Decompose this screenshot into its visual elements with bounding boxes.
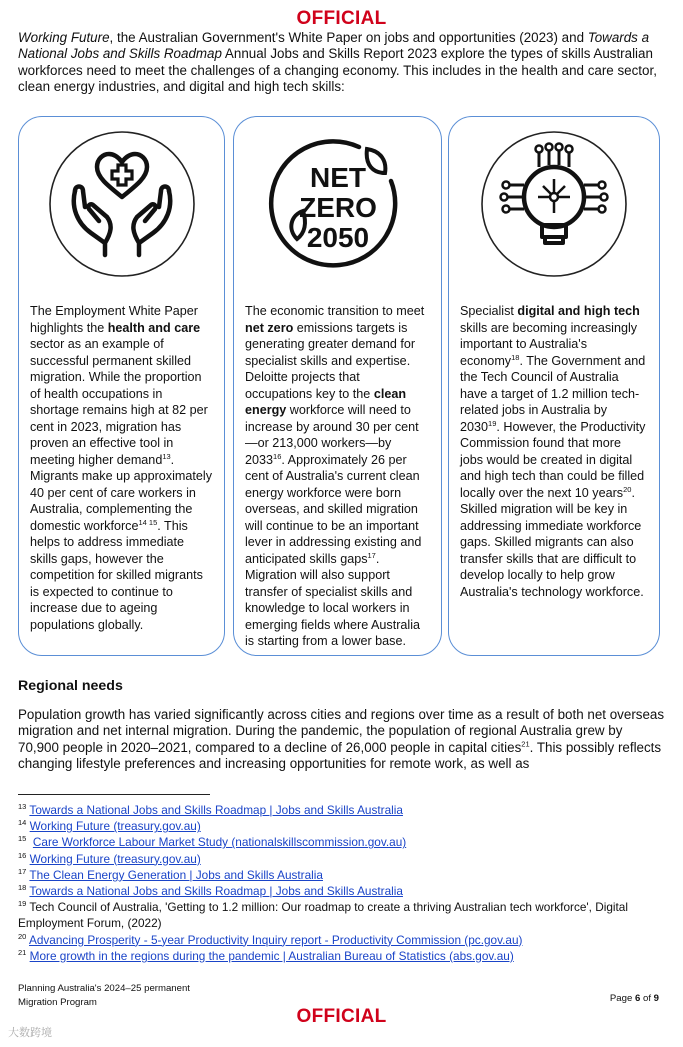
- card-net-zero: [233, 116, 442, 656]
- watermark-logo: 大数跨境: [8, 1027, 52, 1039]
- footnote-link[interactable]: Towards a National Jobs and Skills Roadmap | Jobs and Skills Australia: [29, 803, 403, 817]
- footnote-link[interactable]: Working Future (treasury.gov.au): [29, 819, 201, 834]
- net-label: NET: [309, 162, 366, 193]
- card-text-digital: Specialist digital and high tech skills are becoming increasingly important to Australia's economy$^{18}$. The Government and the Tech Council of Australia have a target of 1.2 million tech-related jobs in Australia by 2030$^{19}$. However, the Productivity Commission found that more jobs would be created in digital and high tech than could be filled locally over the next 10 years$^{20}$. Skilled migration will be key in addressing immediate workforce gaps. Skilled migrants can also transfer skills that are difficult to develop locally to help grow Australia's technology workforce.: [460, 304, 646, 599]
- footnote-19: $^{19}$ Tech Council of Australia, 'Getting to 1.2 million: Our roadmap to create a thriving Australian tech workforce', Digital Employment Forum, (2022): [18, 899, 628, 931]
- footnote-link[interactable]: Care Workforce Labour Market Study (nationalskillscommission.gov.au): [32, 835, 407, 850]
- card-text-health: The Employment White Paper highlights the health and care sector as an example of successful permanent skilled migration. While the proportion of health occupations in shortage remains high at 82 per cent in 2023, migration has proven an effective tool in meeting higher demand$^{13}$. Migrants make up approximately 40 per cent of care workers in Australia, complementing the domestic workforce$^{14 15}$. This helps to address immediate skills gaps, however the competition for skilled migrants is expected to continue to increase due to ageing populations globally.: [30, 304, 212, 632]
- hands-heart-icon: [47, 129, 197, 279]
- footnote-link[interactable]: Towards a National Jobs and Skills Roadmap | Jobs and Skills Australia: [29, 884, 403, 899]
- section-heading-regional: Regional needs: [18, 678, 123, 694]
- footnote-link[interactable]: The Clean Energy Generation | Jobs and Skills Australia: [29, 867, 323, 882]
- footnote-18: $^{18}$ Towards a National Jobs and Skills Roadmap | Jobs and Skills Australia: [18, 883, 403, 899]
- card-digital-tech: [448, 116, 660, 656]
- footnote-20: $^{20}$ Advancing Prosperity - 5-year Productivity Inquiry report - Productivity Commission (pc.gov.au): [18, 931, 523, 947]
- footnote-17: $^{17}$ The Clean Energy Generation | Jobs and Skills Australia: [18, 866, 323, 882]
- card-text-net-zero: The economic transition to meet net zero emissions targets is generating greater demand for specialist skills and expertise. Deloitte projects that occupations key to the clean energy workforce will need to increase by around 30 per cent—or 213,000 workers—by 2033$^{16}$. Approximately 26 per cent of Australia's current clean energy workforce were born overseas, and skilled migration will continue to be an important lever in addressing existing and anticipated skills gaps$^{17}$. Migration will also support transfer of specialist skills and knowledge to local workers in emerging fields where Australia is starting from a lower base.: [245, 304, 425, 648]
- lightbulb-circuit-icon: [479, 129, 629, 279]
- footnote-link[interactable]: Advancing Prosperity - 5-year Productivity Inquiry report - Productivity Commission (pc.gov.au): [28, 932, 523, 947]
- footnote-link[interactable]: Working Future (treasury.gov.au): [29, 851, 201, 866]
- page-number: Page 6 of 9: [609, 993, 659, 1004]
- card-health-care: [18, 116, 225, 656]
- footnote-21: $^{21}$ More growth in the regions during the pandemic | Australian Bureau of Statistics (abs.gov.au): [18, 947, 514, 963]
- footnotes: [18, 802, 666, 964]
- footnote-14: $^{14}$ Working Future (treasury.gov.au): [18, 818, 201, 834]
- classification-top: OFFICIAL: [296, 8, 387, 29]
- footnote-link[interactable]: More growth in the regions during the pandemic | Australian Bureau of Statistics (abs.gov.au): [29, 948, 514, 963]
- footnote-15: $^{15}$ Care Workforce Labour Market Study (nationalskillscommission.gov.au): [18, 834, 407, 850]
- footnote-16: $^{16}$ Working Future (treasury.gov.au): [18, 850, 201, 866]
- zero-label: ZERO: [298, 192, 377, 223]
- footnote-13: $^{13}$ Towards a National Jobs and Skills Roadmap | Jobs and Skills Australia: [18, 802, 403, 817]
- year-label: 2050: [306, 222, 369, 253]
- regional-paragraph: Population growth has varied significantly across cities and regions over time as a result of both net overseas migration and net internal migration. During the pandemic, the population of regional Australia grew by 70,900 people in 2020–2021, compared to a decline of 26,000 people in capital cities$^{21}$. This possibly reflects changing lifestyle preferences and increasing opportunities for remote work, as well as: [18, 707, 665, 772]
- net-zero-2050-icon: [263, 129, 413, 279]
- footnote-rule: [18, 794, 210, 795]
- intro-paragraph: Working Future, the Australian Government's White Paper on jobs and opportunities (2023) and Towards a National Jobs and Skills Roadmap Annual Jobs and Skills Report 2023 explore the types of skills Australian workforces need to meet the challenges of a changing economy. This includes in the health and care sector, clean energy industries, and digital and high tech skills:: [18, 30, 657, 95]
- classification-bottom: OFFICIAL: [296, 1006, 387, 1027]
- footer-title: Planning Australia's 2024–25 permanent Migration Program: [18, 983, 190, 1008]
